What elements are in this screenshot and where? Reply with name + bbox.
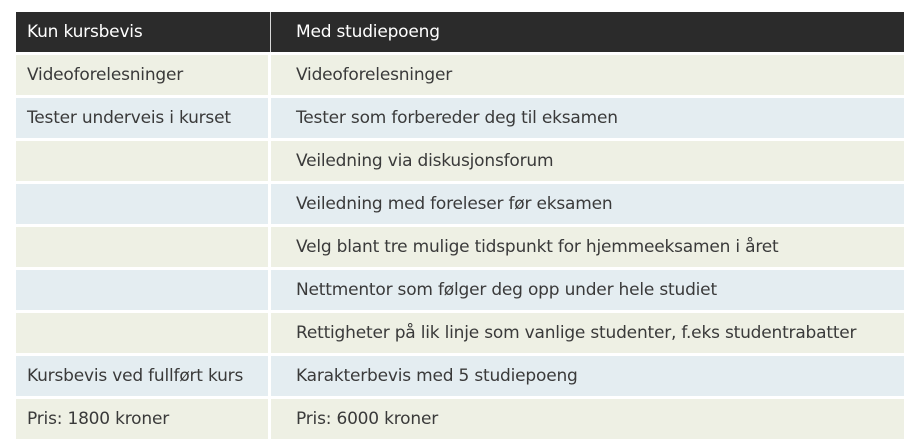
table-cell-kursbevis [16,227,271,267]
header-med-studiepoeng: Med studiepoeng [271,12,904,52]
table-cell-kursbevis [16,141,271,181]
table-cell-studiepoeng: Nettmentor som følger deg opp under hele studiet [271,270,904,310]
table-cell-studiepoeng: Tester som forbereder deg til eksamen [271,98,904,138]
table-row [16,141,904,181]
comparison-table [16,12,904,439]
table-cell-studiepoeng: Veiledning via diskusjonsforum [271,141,904,181]
table-row [16,356,904,396]
table-row [16,98,904,138]
table-header-row [16,12,904,52]
table-cell-studiepoeng: Veiledning med foreleser før eksamen [271,184,904,224]
table-row [16,184,904,224]
table-row [16,270,904,310]
table-cell-studiepoeng-price: Pris: 6000 kroner [271,399,904,439]
table-cell-kursbevis [16,270,271,310]
table-row [16,313,904,353]
table-cell-studiepoeng: Rettigheter på lik linje som vanlige studenter, f.eks studentrabatter [271,313,904,353]
table-cell-studiepoeng: Velg blant tre mulige tidspunkt for hjemmeeksamen i året [271,227,904,267]
header-kun-kursbevis: Kun kursbevis [16,12,271,52]
table-cell-kursbevis [16,313,271,353]
table-cell-kursbevis [16,184,271,224]
table-cell-kursbevis: Kursbevis ved fullført kurs [16,356,271,396]
table-row [16,55,904,95]
table-cell-kursbevis: Tester underveis i kurset [16,98,271,138]
table-cell-studiepoeng: Karakterbevis med 5 studiepoeng [271,356,904,396]
table-row [16,227,904,267]
table-cell-studiepoeng: Videoforelesninger [271,55,904,95]
table-cell-kursbevis: Videoforelesninger [16,55,271,95]
table-row-price [16,399,904,439]
table-cell-kursbevis-price: Pris: 1800 kroner [16,399,271,439]
